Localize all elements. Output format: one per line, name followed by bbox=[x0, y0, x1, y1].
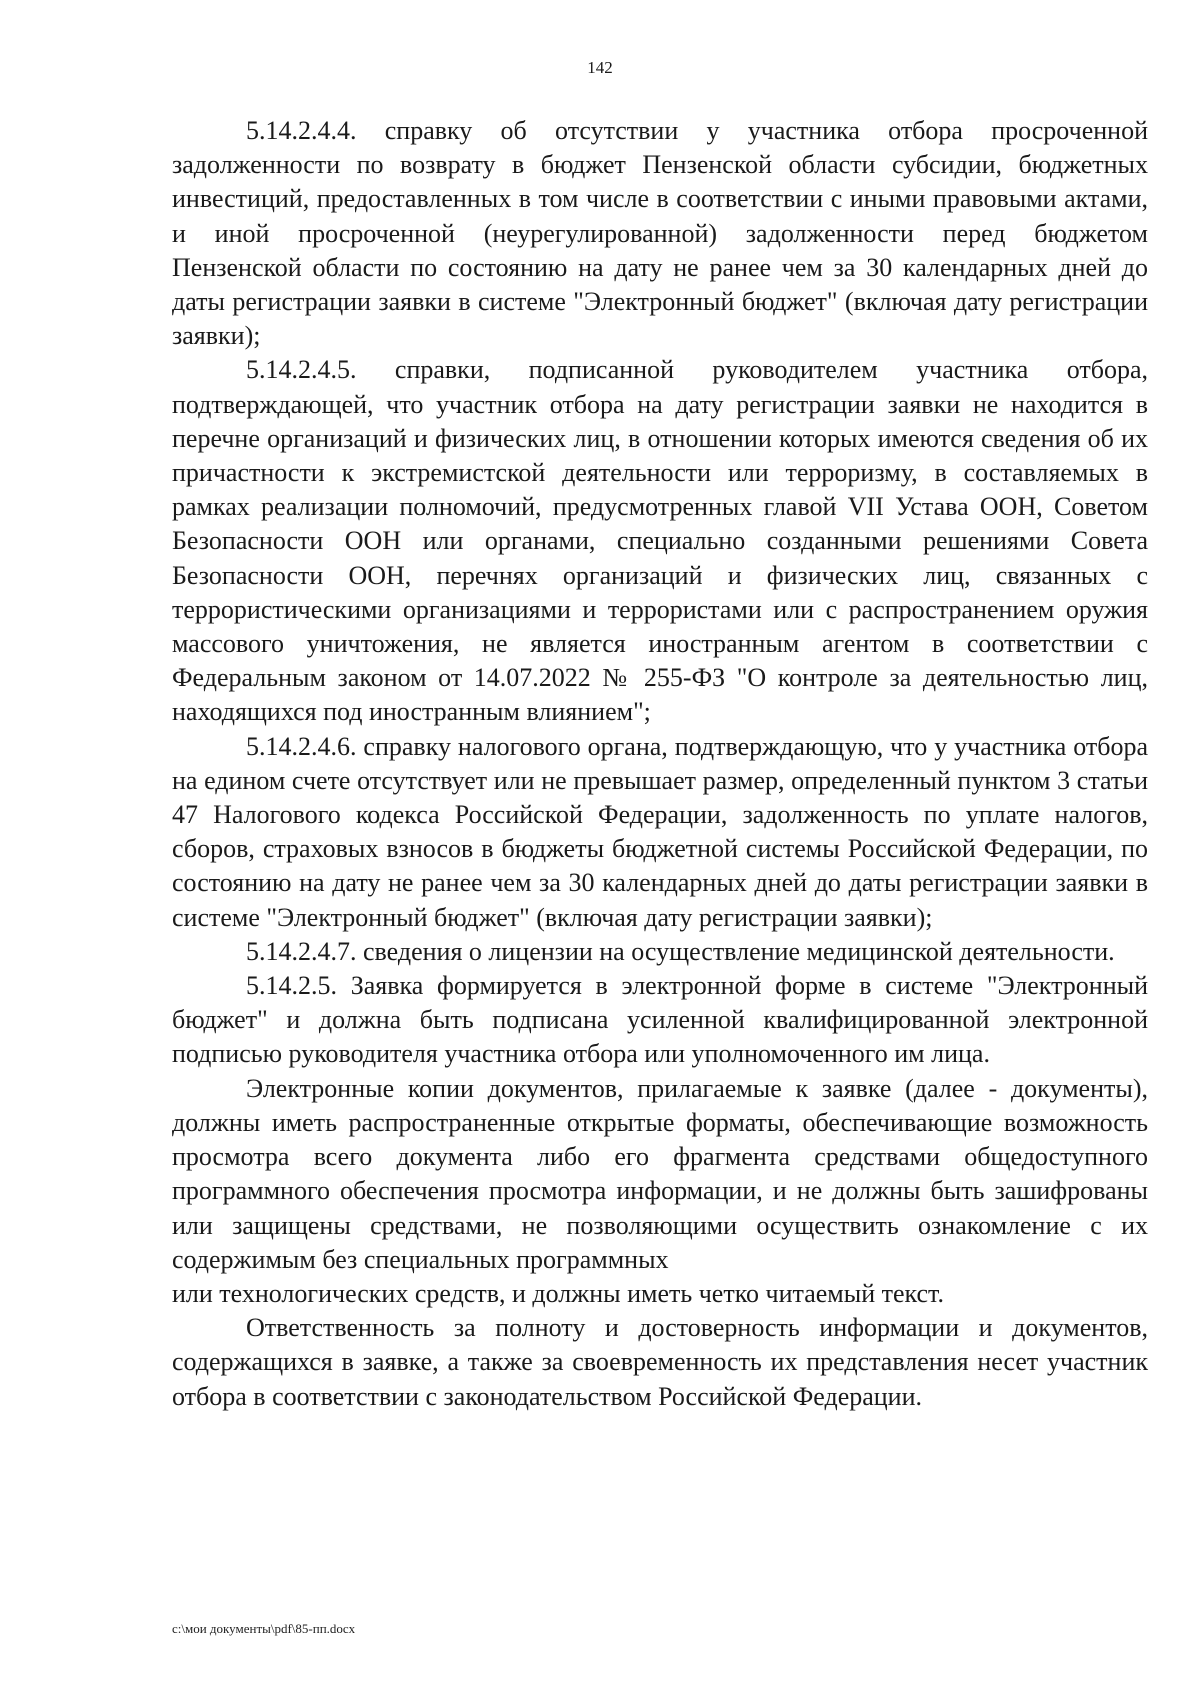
paragraph-responsibility: Ответственность за полноту и достоверность информации и документов, содержащихся в заявке, а также за своевременность их представления несет участник отбора в соответствии с законодательством Российской Федерации. bbox=[172, 1313, 1148, 1411]
document-body bbox=[172, 114, 1148, 1414]
paragraph-electronic-copies-continued: или технологических средств, и должны иметь четко читаемый текст. bbox=[172, 1278, 944, 1308]
paragraph-5-14-2-4-7: 5.14.2.4.7. сведения о лицензии на осуществление медицинской деятельности. bbox=[246, 936, 1115, 966]
paragraph-5-14-2-4-5: 5.14.2.4.5. справки, подписанной руководителем участника отбора, подтверждающей, что участник отбора на дату регистрации заявки не находится в перечне организаций и физических лиц, в отношении которых имеются сведения об их причастности к экстремистской деятельности или терроризму, в составляемых в рамках реализации полномочий, предусмотренных главой VII Устава ООН, Советом Безопасности ООН или органами, специально созданными решениями Совета Безопасности ООН, перечнях организаций и физических лиц, связанных с террористическими организациями и террористами или с распространением оружия массового уничтожения, не является иностранным агентом в соответствии с Федеральным законом от 14.07.2022 № 255-ФЗ "О контроле за деятельностью лиц, находящихся под иностранным влиянием"; bbox=[172, 355, 1148, 727]
page-number: 142 bbox=[587, 58, 613, 77]
paragraph-electronic-copies: Электронные копии документов, прилагаемые к заявке (далее - документы), должны иметь распространенные открытые форматы, обеспечивающие возможность просмотра всего документа либо его фрагмента средствами общедоступного программного обеспечения просмотра информации, и не должны быть зашифрованы или защищены средствами, не позволяющими осуществить ознакомление с их содержимым без специальных программных bbox=[172, 1073, 1148, 1274]
paragraph-5-14-2-4-4: 5.14.2.4.4. справку об отсутствии у участника отбора просроченной задолженности по возврату в бюджет Пензенской области субсидии, бюджетных инвестиций, предоставленных в том числе в соответствии с иными правовыми актами, и иной просроченной (неурегулированной) задолженности перед бюджетом Пензенской области по состоянию на дату не ранее чем за 30 календарных дней до даты регистрации заявки в системе "Электронный бюджет" (включая дату регистрации заявки); bbox=[172, 116, 1148, 351]
paragraph-5-14-2-5: 5.14.2.5. Заявка формируется в электронной форме в системе "Электронный бюджет" и должна быть подписана усиленной квалифицированной электронной подписью руководителя участника отбора или уполномоченного им лица. bbox=[172, 971, 1148, 1069]
footer-file-path: c:\мои документы\pdf\85-пп.docx bbox=[172, 1621, 356, 1636]
paragraph-5-14-2-4-6: 5.14.2.4.6. справку налогового органа, подтверждающую, что у участника отбора на едином счете отсутствует или не превышает размер, определенный пунктом 3 статьи 47 Налогового кодекса Российской Федерации, задолженность по уплате налогов, сборов, страховых взносов в бюджеты бюджетной системы Российской Федерации, по состоянию на дату не ранее чем за 30 календарных дней до даты регистрации заявки в системе "Электронный бюджет" (включая дату регистрации заявки); bbox=[172, 731, 1148, 932]
